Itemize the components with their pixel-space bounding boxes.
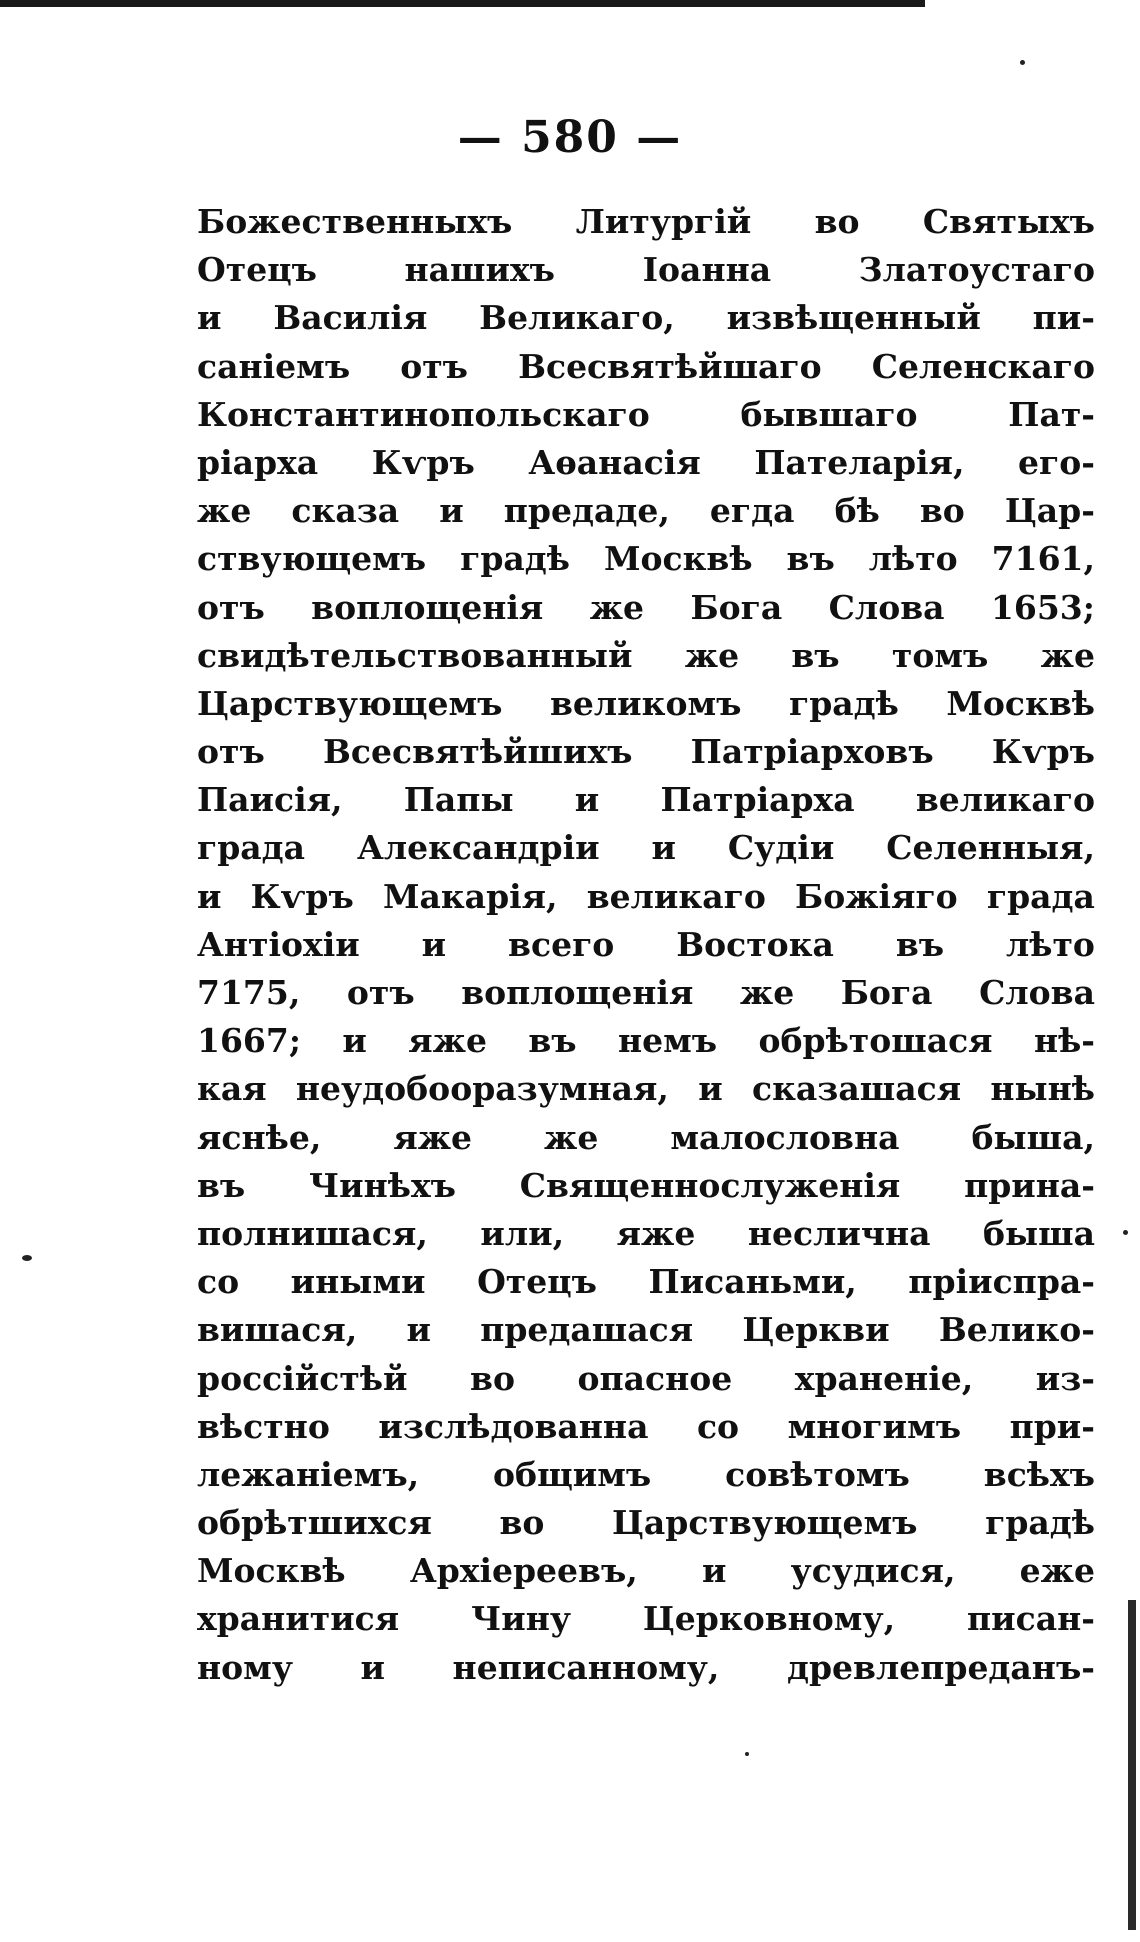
word: храненіе, <box>794 1358 974 1398</box>
word: Слова <box>828 587 945 627</box>
word: Василія <box>273 298 428 338</box>
word: Константинопольскаго <box>197 394 650 434</box>
word: быша <box>983 1213 1095 1253</box>
word: всѣхъ <box>983 1454 1095 1494</box>
top-page-edge <box>0 0 925 7</box>
word: великаго <box>586 876 766 916</box>
word: Архіереевъ, <box>409 1551 638 1591</box>
word: древлепреданъ- <box>786 1647 1095 1687</box>
word: Пат- <box>1008 394 1095 434</box>
word: Священнослуженія <box>519 1165 901 1205</box>
text-line <box>197 1114 1095 1162</box>
word: Патріарха <box>660 780 855 820</box>
text-line <box>197 584 1095 632</box>
word: Церковному, <box>642 1599 896 1639</box>
text-line <box>197 391 1095 439</box>
text-line <box>197 1017 1095 1065</box>
word: полнишася, <box>197 1213 428 1253</box>
word: Всесвятѣйшихъ <box>323 732 633 772</box>
word: въ <box>197 1165 246 1205</box>
word: Чину <box>471 1599 571 1639</box>
text-line <box>197 343 1095 391</box>
text-line <box>197 1644 1095 1692</box>
word: и <box>701 1551 727 1591</box>
text-line <box>197 1210 1095 1258</box>
word: 1667; <box>197 1021 302 1061</box>
word: из- <box>1035 1358 1095 1398</box>
word: обрѣтшихся <box>197 1503 432 1543</box>
right-page-edge <box>1128 1600 1136 1930</box>
word: вѣстно <box>197 1406 330 1446</box>
word: россійстѣй <box>197 1358 408 1398</box>
word: въ <box>786 539 835 579</box>
text-line <box>197 246 1095 294</box>
text-line <box>197 1258 1095 1306</box>
text-line <box>197 1065 1095 1113</box>
word: же <box>739 973 795 1012</box>
word: и <box>342 1021 367 1061</box>
word: великомъ <box>549 683 742 723</box>
word: Паисія, <box>197 780 343 820</box>
ink-speck <box>745 1752 749 1756</box>
word: Москвѣ <box>197 1551 346 1591</box>
word: же <box>544 1117 599 1157</box>
word: яже <box>408 1021 487 1061</box>
word: его- <box>1018 442 1095 482</box>
word: Божественныхъ <box>197 202 513 241</box>
word: Слова <box>979 973 1095 1012</box>
word: предаде, <box>503 491 670 531</box>
word: Великаго, <box>479 298 675 338</box>
word: отъ <box>346 973 415 1012</box>
word: нынѣ <box>990 1069 1095 1109</box>
word: писан- <box>967 1599 1095 1639</box>
text-line <box>197 1162 1095 1210</box>
ink-speck <box>22 1255 32 1261</box>
ink-speck <box>1020 60 1025 65</box>
word: 7175, <box>197 973 301 1012</box>
word: лѣто <box>1006 924 1095 964</box>
word: со <box>197 1262 240 1302</box>
text-line <box>197 873 1095 921</box>
text-line <box>197 728 1095 776</box>
word: ріарха <box>197 442 319 482</box>
word: Антіохіи <box>197 924 360 964</box>
word: Аѳанасія <box>528 442 701 482</box>
text-line <box>197 1355 1095 1403</box>
word: изслѣдованна <box>378 1406 649 1446</box>
text-line <box>197 1306 1095 1354</box>
word: хранитися <box>197 1599 400 1639</box>
word: сказашася <box>752 1069 962 1109</box>
word: усудися, <box>790 1551 956 1591</box>
word: Отецъ <box>477 1262 597 1302</box>
text-line <box>197 921 1095 969</box>
word: вишася, <box>197 1310 358 1350</box>
word: при- <box>1009 1406 1095 1446</box>
word: иными <box>290 1262 426 1302</box>
word: же <box>1040 635 1095 675</box>
word: во <box>919 491 965 531</box>
word: прина- <box>964 1165 1095 1205</box>
text-line <box>197 776 1095 824</box>
text-line <box>197 1403 1095 1451</box>
word: Іоанна <box>642 250 772 290</box>
word: и <box>651 828 677 868</box>
word: 1653; <box>990 587 1095 627</box>
word: же <box>197 491 252 531</box>
word: Востока <box>676 924 834 964</box>
text-line <box>197 294 1095 342</box>
word: и <box>360 1647 385 1687</box>
word: отъ <box>197 732 265 772</box>
word: яже <box>393 1117 473 1157</box>
word: бывшаго <box>740 394 918 434</box>
text-line <box>197 632 1095 680</box>
text-line <box>197 1451 1095 1499</box>
word: Церкви <box>742 1310 890 1350</box>
text-line <box>197 198 1095 246</box>
word: томъ <box>891 635 989 675</box>
word: великаго <box>915 780 1095 820</box>
word: Москвѣ <box>946 683 1095 723</box>
word: пріиспра- <box>908 1262 1095 1302</box>
word: Макарія, <box>382 876 558 916</box>
word: малословна <box>670 1117 900 1157</box>
word: же <box>684 635 740 675</box>
word: Патріарховъ <box>690 732 934 772</box>
word: опасное <box>577 1358 733 1398</box>
word: во <box>814 202 860 241</box>
word: Кѵръ <box>991 732 1095 772</box>
word: и <box>698 1069 723 1109</box>
word: Отецъ <box>197 250 317 290</box>
text-line <box>197 1499 1095 1547</box>
word: Бога <box>690 587 783 627</box>
text-line <box>197 969 1095 1017</box>
word: бѣ <box>834 491 880 531</box>
word: Папы <box>403 780 514 820</box>
word: яже <box>616 1213 696 1253</box>
word: или, <box>480 1213 565 1253</box>
word: совѣтомъ <box>725 1454 910 1494</box>
word: лѣто <box>868 539 958 579</box>
word: въ <box>895 924 945 964</box>
word: же <box>589 587 645 627</box>
word: Александріи <box>356 828 600 868</box>
word: многимъ <box>787 1406 962 1446</box>
word: егда <box>709 491 795 531</box>
word: лежаніемъ, <box>197 1454 420 1494</box>
word: пи- <box>1032 298 1095 338</box>
word: воплощенія <box>461 973 694 1012</box>
word: ствующемъ <box>197 539 427 579</box>
word: и <box>574 780 600 820</box>
word: нашихъ <box>404 250 555 290</box>
word: со <box>696 1406 740 1446</box>
word: всего <box>508 924 615 964</box>
word: воплощенія <box>311 587 544 627</box>
page-number: — 580 — <box>457 112 683 163</box>
word: градѣ <box>460 539 570 579</box>
word: немъ <box>617 1021 718 1061</box>
word: быша, <box>971 1117 1095 1157</box>
word: 7161, <box>991 539 1095 579</box>
text-line <box>197 535 1095 583</box>
word: общимъ <box>493 1454 652 1494</box>
text-line <box>197 439 1095 487</box>
word: и <box>197 298 222 338</box>
word: града <box>197 828 306 868</box>
word: отъ <box>197 587 265 627</box>
word: Царствующемъ <box>612 1503 918 1543</box>
word: въ <box>791 635 840 675</box>
word: и <box>197 876 222 916</box>
word: Кѵръ <box>250 876 354 916</box>
word: извѣщенный <box>726 298 981 338</box>
word: Цар- <box>1004 491 1095 531</box>
word: Чинѣхъ <box>309 1165 456 1205</box>
word: неудобоoразумная, <box>295 1069 669 1109</box>
word: отъ <box>400 346 468 386</box>
word: Всесвятѣйшаго <box>518 346 822 386</box>
word: Святыхъ <box>922 202 1095 241</box>
word: градѣ <box>985 1503 1095 1543</box>
word: Селенскаго <box>871 346 1095 386</box>
word: Пателарія, <box>754 442 965 482</box>
word: неписанному, <box>452 1647 720 1687</box>
text-line <box>197 1595 1095 1643</box>
word: яснѣе, <box>197 1117 322 1157</box>
text-line <box>197 680 1095 728</box>
word: обрѣтошася <box>758 1021 993 1061</box>
text-line <box>197 1547 1095 1595</box>
word: Царствующемъ <box>197 683 503 723</box>
word: саніемъ <box>197 346 351 386</box>
word: Москвѣ <box>603 539 753 579</box>
word: неслична <box>747 1213 931 1253</box>
word: кая <box>197 1069 267 1109</box>
word: во <box>470 1358 515 1398</box>
word: Велико- <box>938 1310 1095 1350</box>
word: и <box>406 1310 431 1350</box>
word: ному <box>197 1647 293 1687</box>
word: и <box>421 924 447 964</box>
word: во <box>499 1503 545 1543</box>
word: града <box>986 876 1095 916</box>
word: и <box>439 491 464 531</box>
word: Златоустаго <box>858 250 1095 290</box>
word: Божіяго <box>795 876 958 916</box>
word: сказа <box>291 491 400 531</box>
word: свидѣтельствованный <box>197 635 633 675</box>
body-text <box>197 198 1095 1692</box>
word: Литургій <box>575 202 752 241</box>
word: Селенныя, <box>886 828 1095 868</box>
word: градѣ <box>788 683 899 723</box>
word: нѣ- <box>1033 1021 1095 1061</box>
word: Бога <box>840 973 933 1012</box>
text-line <box>197 824 1095 872</box>
ink-speck <box>1123 1230 1128 1235</box>
text-line <box>197 487 1095 535</box>
word: Кѵръ <box>371 442 475 482</box>
word: въ <box>528 1021 577 1061</box>
word: Писаньми, <box>648 1262 857 1302</box>
word: предашася <box>480 1310 694 1350</box>
word: Судіи <box>727 828 835 868</box>
word: еже <box>1019 1551 1095 1591</box>
